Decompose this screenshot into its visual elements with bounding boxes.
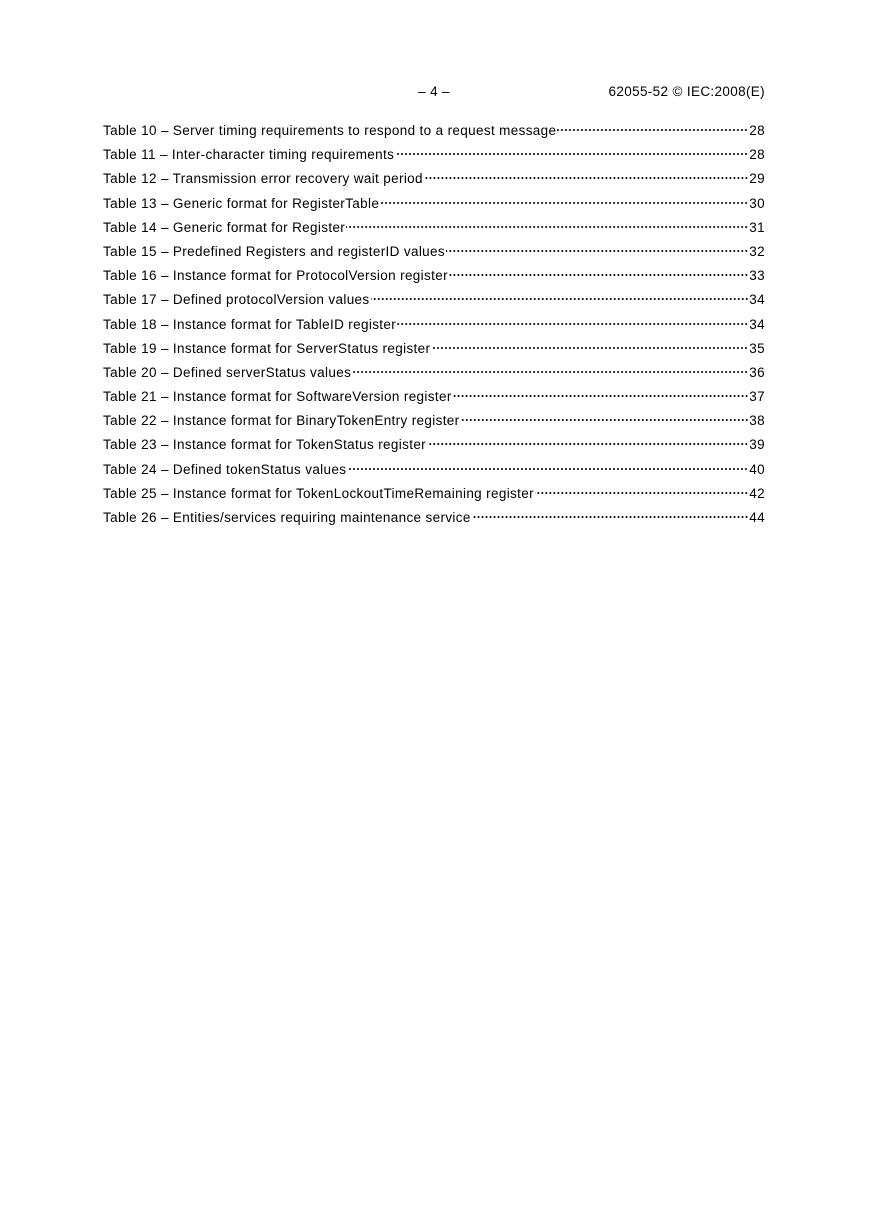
page-number: – 4 – (418, 84, 450, 99)
toc-dot-leader (449, 273, 748, 277)
toc-entry-title: Table 20 – Defined serverStatus values (103, 364, 352, 380)
toc-entry[interactable] (103, 413, 765, 437)
toc-dot-leader (427, 442, 748, 446)
toc-entry-page: 28 (749, 123, 765, 138)
toc-entry-title: Table 23 – Instance format for TokenStatus register (103, 437, 427, 453)
page-header (103, 84, 765, 102)
toc-entry[interactable] (103, 123, 765, 147)
toc-dot-leader (446, 249, 748, 253)
toc-dot-leader (380, 201, 748, 205)
toc-dot-leader (453, 394, 749, 398)
toc-entry-page: 33 (749, 268, 765, 284)
toc-entry-title: Table 25 – Instance format for TokenLockoutTimeRemaining register (103, 485, 534, 501)
toc-entry-title: Table 16 – Instance format for ProtocolVersion register (103, 268, 448, 284)
toc-entry[interactable] (103, 437, 765, 461)
toc-entry-page: 44 (749, 510, 765, 525)
toc-entry[interactable] (103, 462, 765, 486)
toc-entry-page: 32 (749, 243, 765, 259)
toc-dot-leader (472, 515, 749, 519)
toc-entry-page: 28 (749, 147, 765, 163)
toc-entry[interactable] (103, 268, 765, 292)
toc-dot-leader (347, 467, 748, 471)
toc-dot-leader (461, 418, 749, 422)
list-of-tables (103, 123, 765, 534)
toc-entry-title: Table 14 – Generic format for Register (103, 219, 346, 235)
toc-entry-title: Table 17 – Defined protocolVersion values (103, 292, 370, 308)
toc-entry[interactable] (103, 341, 765, 365)
toc-entry[interactable] (103, 171, 765, 195)
toc-dot-leader (395, 152, 748, 156)
toc-entry-title: Table 13 – Generic format for RegisterTable (103, 195, 380, 211)
toc-entry[interactable] (103, 292, 765, 316)
toc-entry[interactable] (103, 365, 765, 389)
toc-entry[interactable] (103, 147, 765, 171)
toc-entry-page: 34 (749, 292, 765, 308)
toc-entry[interactable] (103, 510, 765, 534)
toc-entry[interactable] (103, 389, 765, 413)
toc-dot-leader (346, 225, 748, 229)
toc-entry-title: Table 18 – Instance format for TableID register (103, 316, 397, 332)
toc-dot-leader (352, 370, 748, 374)
toc-entry-title: Table 15 – Predefined Registers and registerID values (103, 243, 445, 259)
document-id: 62055-52 © IEC:2008(E) (608, 84, 765, 99)
toc-entry-title: Table 12 – Transmission error recovery wait period (103, 171, 423, 187)
toc-entry[interactable] (103, 220, 765, 244)
toc-dot-leader (535, 491, 748, 495)
toc-dot-leader (424, 176, 748, 180)
toc-entry-page: 35 (749, 340, 765, 356)
toc-entry-title: Table 22 – Instance format for BinaryTokenEntry register (103, 413, 460, 429)
toc-entry-page: 37 (749, 389, 765, 405)
toc-entry[interactable] (103, 317, 765, 341)
toc-dot-leader (557, 128, 748, 132)
toc-entry-page: 29 (749, 171, 765, 187)
toc-entry-page: 30 (749, 195, 765, 211)
toc-entry[interactable] (103, 486, 765, 510)
toc-entry[interactable] (103, 196, 765, 220)
toc-entry-title: Table 21 – Instance format for SoftwareVersion register (103, 389, 452, 405)
toc-entry-page: 42 (749, 485, 765, 501)
toc-dot-leader (371, 297, 749, 301)
toc-entry-title: Table 11 – Inter-character timing requirements (103, 147, 395, 163)
toc-entry-page: 40 (749, 461, 765, 477)
toc-entry-page: 39 (749, 437, 765, 453)
toc-entry-page: 36 (749, 364, 765, 380)
toc-dot-leader (397, 322, 748, 326)
toc-entry-page: 34 (749, 316, 765, 332)
toc-entry-page: 38 (749, 413, 765, 429)
toc-entry-title: Table 24 – Defined tokenStatus values (103, 461, 347, 477)
toc-dot-leader (431, 346, 748, 350)
toc-entry-title: Table 10 – Server timing requirements to respond to a request message (103, 123, 557, 138)
toc-entry-title: Table 19 – Instance format for ServerStatus register (103, 340, 431, 356)
toc-entry[interactable] (103, 244, 765, 268)
toc-entry-title: Table 26 – Entities/services requiring maintenance service (103, 510, 471, 525)
toc-entry-page: 31 (749, 219, 765, 235)
